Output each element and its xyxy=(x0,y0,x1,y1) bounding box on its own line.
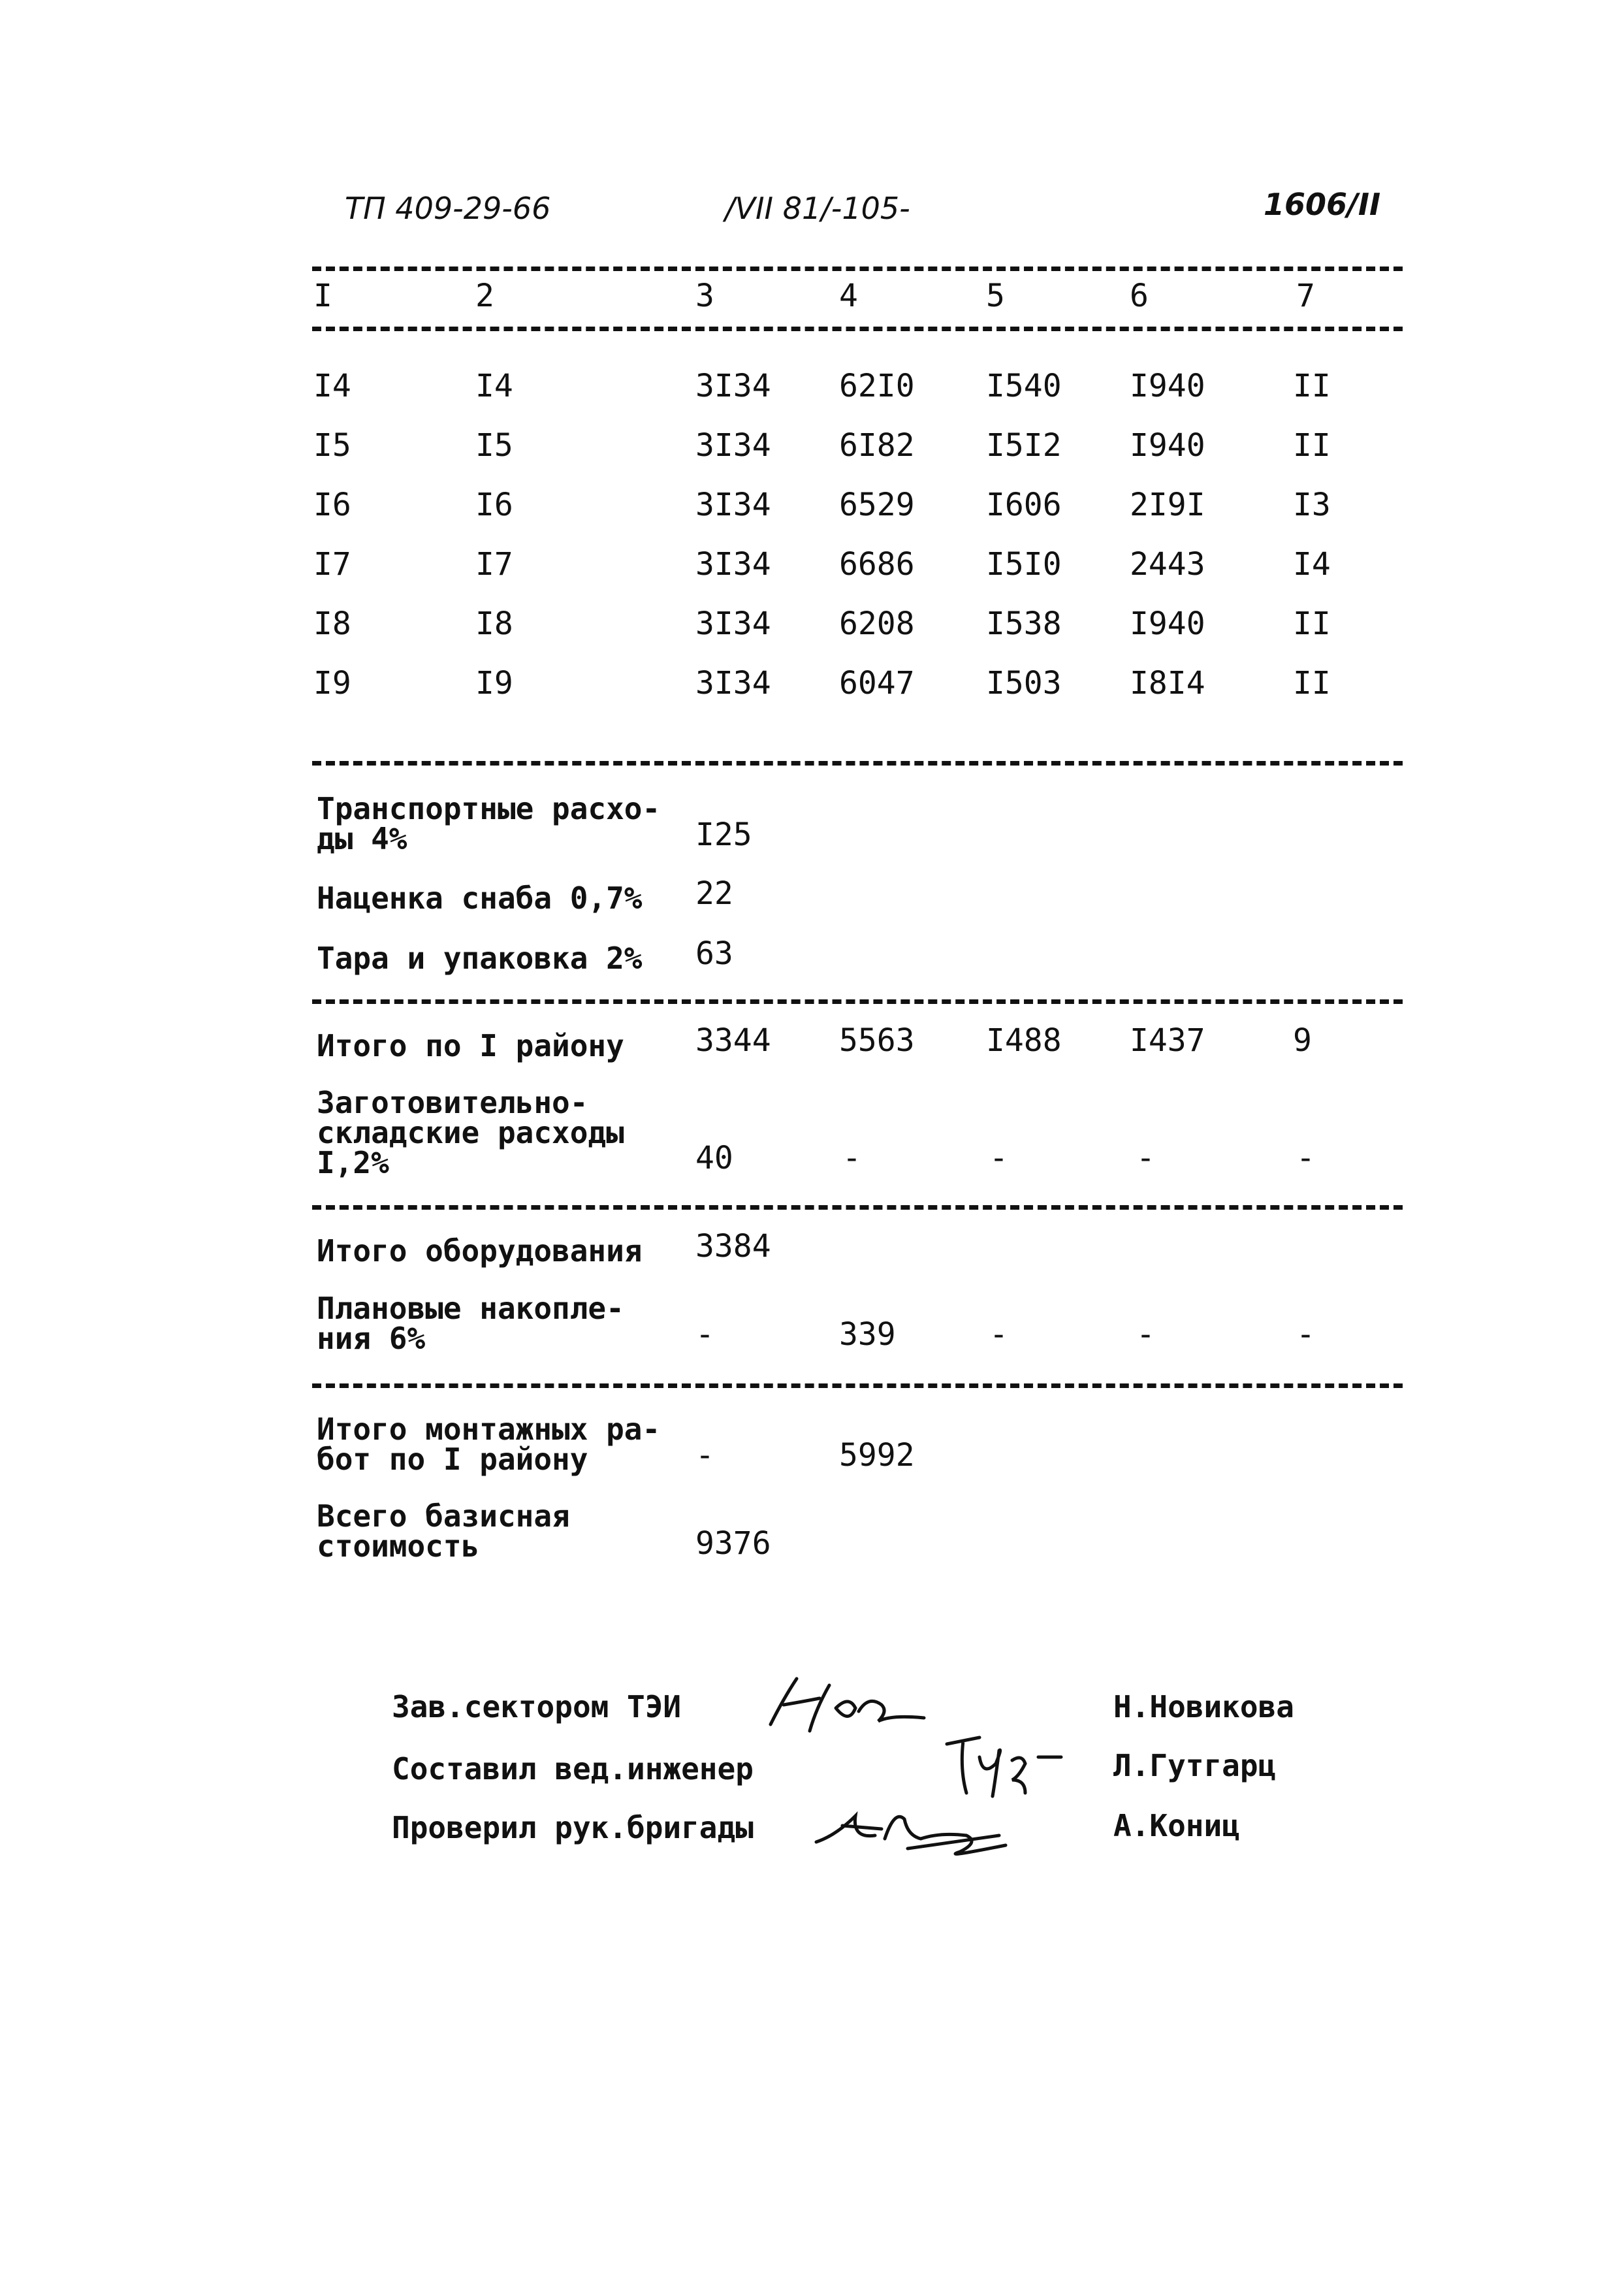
signature-name: Н.Новикова xyxy=(1113,1689,1294,1724)
summary-label-transport: Транспортные расхо- ды 4% xyxy=(317,791,661,856)
column-header-6: 6 xyxy=(1130,278,1149,314)
summary-value: I437 xyxy=(1130,1022,1205,1059)
column-header-4: 4 xyxy=(839,278,858,314)
summary-value: - xyxy=(695,1316,714,1353)
signature-name: А.Кониц xyxy=(1113,1808,1240,1843)
summary-label-planned-savings: Плановые накопле- ния 6% xyxy=(317,1291,624,1356)
summary-value: 3344 xyxy=(695,1022,771,1059)
summary-value: 5992 xyxy=(839,1437,915,1474)
divider-top xyxy=(312,267,1403,271)
summary-value: - xyxy=(1296,1140,1315,1176)
column-header-1: I xyxy=(313,278,332,314)
summary-value: - xyxy=(1136,1316,1155,1353)
summary-value: 3384 xyxy=(695,1228,771,1265)
summary-value: 5563 xyxy=(839,1022,915,1059)
divider-before-equipment-total xyxy=(312,1205,1403,1210)
summary-label-markup: Наценка снаба 0,7% xyxy=(317,880,643,916)
summary-label-procurement: Заготовительно- складские расходы I,2% xyxy=(317,1085,624,1180)
doc-album-number: /VII 81/-105- xyxy=(725,191,910,226)
summary-value: - xyxy=(989,1316,1008,1353)
summary-label-packaging: Тара и упаковка 2% xyxy=(317,941,643,976)
signature-role: Составил вед.инженер xyxy=(392,1751,754,1786)
summary-label-equipment-total: Итого оборудования xyxy=(317,1233,643,1268)
document-page: ТП 409-29-66 /VII 81/-105- 1606/II I 2 3 4 5 6 7 I4 I4 3I34 62I0 I540 I940 II I5 I5 3I34 6I82 I5I2 I940 II I6 I6 3I34 6529 I606 2I9I I3 I7 I7 3I34 6686 I5I0 2443 I4 I8 I8 3I34 6208 I538 I940 II I9 I9 3I34 6047 I503 I8I4 II Транспортные расхо- ды 4% I25 Наценка снаба 0,7% 22 Тара и упаковка 2% 63 Итого по I району 3344 5563 I488 I437 9 Заготовительно- складские расходы I,2% 40 - - - - Итого оборудования 3384 Плановые накопле- ния 6% - 339 - - - Итого монтажных ра- бот по I району - 5992 Всего базисная стоимость 9376 Зав.сектором ТЭИ Н.Новикова Составил вед.инженер Л.Гутгарц Проверил рук.бригады А.Кониц xyxy=(0,0,1624,2294)
divider-header xyxy=(312,327,1403,331)
summary-value: - xyxy=(989,1140,1008,1176)
summary-value: 63 xyxy=(695,935,733,972)
summary-label-installation-total: Итого монтажных ра- бот по I району xyxy=(317,1412,661,1477)
summary-value: - xyxy=(695,1437,714,1474)
summary-label-base-cost-total: Всего базисная стоимость xyxy=(317,1498,570,1564)
summary-value: 9 xyxy=(1293,1022,1312,1059)
signature-name: Л.Гутгарц xyxy=(1113,1748,1277,1783)
summary-value: 9376 xyxy=(695,1525,771,1562)
summary-value: I25 xyxy=(695,816,752,853)
column-header-7: 7 xyxy=(1296,278,1315,314)
sheet-number: 1606/II xyxy=(1264,187,1381,222)
signature-role: Зав.сектором ТЭИ xyxy=(392,1689,682,1724)
summary-value: - xyxy=(1296,1316,1315,1353)
summary-value: 339 xyxy=(839,1316,896,1353)
handwritten-signature xyxy=(757,1672,927,1737)
divider-before-installation-total xyxy=(312,1383,1403,1388)
signature-role: Проверил рук.бригады xyxy=(392,1810,754,1845)
summary-value: - xyxy=(842,1140,861,1176)
summary-value: 22 xyxy=(695,875,733,912)
summary-value: 40 xyxy=(695,1140,733,1176)
column-header-5: 5 xyxy=(986,278,1005,314)
handwritten-signature xyxy=(810,1790,1025,1862)
divider-before-district-total xyxy=(312,999,1403,1004)
summary-label-district-total: Итого по I району xyxy=(317,1028,624,1063)
divider-after-rows xyxy=(312,761,1403,766)
summary-value: I488 xyxy=(986,1022,1062,1059)
column-header-3: 3 xyxy=(695,278,714,314)
summary-value: - xyxy=(1136,1140,1155,1176)
column-header-2: 2 xyxy=(475,278,494,314)
doc-code: ТП 409-29-66 xyxy=(345,191,551,226)
